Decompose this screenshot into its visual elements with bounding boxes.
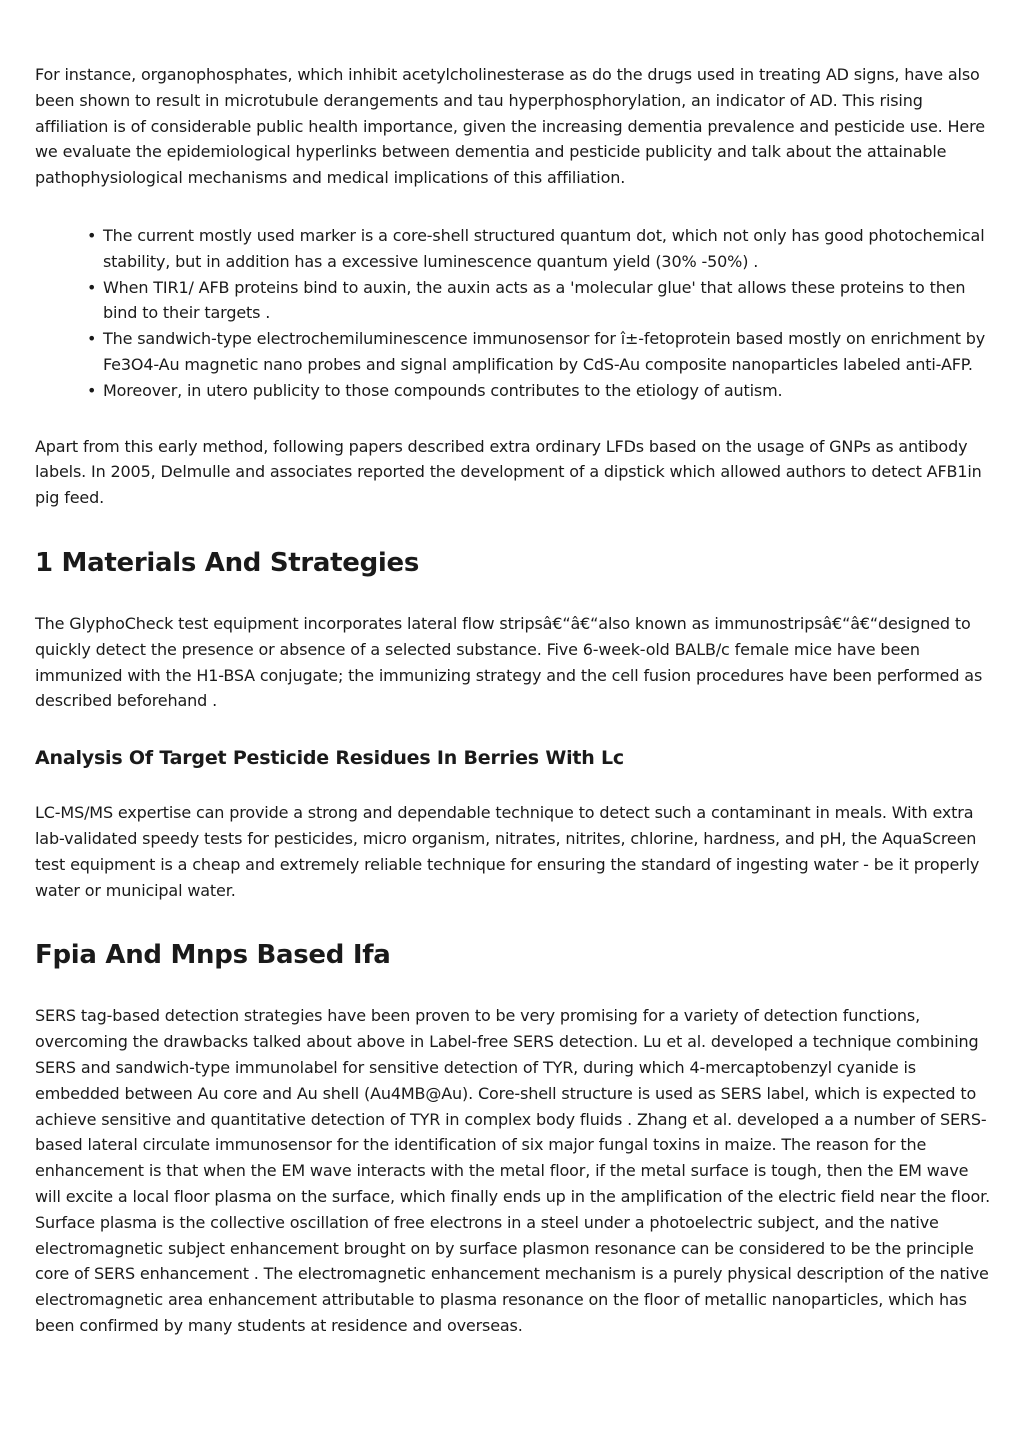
heading-pesticide-residues: Analysis Of Target Pesticide Residues In Berries With Lc — [35, 747, 624, 770]
paragraph-lfd: Apart from this early method, following papers described extra ordinary LFDs based on the usage of GNPs as antibody labels. In 2005, Delmulle and associates reported the development of a dipstick which allowed authors to detect AFB1in pig feed. — [35, 436, 982, 508]
bullet-item: • When TIR1/ AFB proteins bind to auxin, the auxin acts as a 'molecular glue' that allows these proteins to then bind to their targets . — [103, 275, 990, 327]
paragraph-glyphocheck: The GlyphoCheck test equipment incorporates lateral flow stripsâ€“â€“also known as immunostripsâ€“â€“designed to quickly detect the presence or absence of a selected substance. Five 6-week-old BALB/c female mice have been immunized with the H1-BSA conjugate; the immunizing strategy and the cell fusion procedures have been performed as described beforehand . — [35, 613, 983, 711]
paragraph-lcms: LC-MS/MS expertise can provide a strong and dependable technique to detect such a contaminant in meals. With extra lab-validated speedy tests for pesticides, micro organism, nitrates, nitrites, chlorine, hardness, and pH, the AquaScreen test equipment is a cheap and extremely reliable technique for ensuring the standard of ingesting water - be it properly water or municipal water. — [35, 803, 980, 900]
heading-fpia-mnps: Fpia And Mnps Based Ifa — [35, 940, 391, 971]
bullet-item: • Moreover, in utero publicity to those compounds contributes to the etiology of autism. — [103, 378, 990, 404]
bullet-list — [35, 223, 990, 404]
intro-paragraph: For instance, organophosphates, which inhibit acetylcholinesterase as do the drugs used in treating AD signs, have also been shown to result in microtubule derangements and tau hyperphosphorylation, an indicator of AD. This rising affiliation is of considerable public health importance, given the increasing dementia prevalence and pesticide use. Here we evaluate the epidemiological hyperlinks between dementia and pesticide publicity and talk about the attainable pathophysiological mechanisms and medical implications of this affiliation. — [35, 65, 985, 188]
paragraph-sers: SERS tag-based detection strategies have been proven to be very promising for a variety of detection functions, overcoming the drawbacks talked about above in Label-free SERS detection. Lu et al. developed a technique combining SERS and sandwich-type immunolabel for sensitive detection of TYR, during which 4-mercaptobenzyl cyanide is embedded between Au core and Au shell (Au4MB@Au). Core-shell structure is used as SERS label, which is expected to achieve sensitive and quantitative detection of TYR in complex body fluids . Zhang et al. developed a a number of SERS-based lateral circulate immunosensor for the identification of six major fungal toxins in maize. The reason for the enhancement is that when the EM wave interacts with the metal floor, if the metal surface is tough, then the EM wave will excite a local floor plasma on the surface, which finally ends up in the amplification of the electric field near the floor. Surface plasma is the collective oscillation of free electrons in a steel under a photoelectric subject, and the native electromagnetic subject enhancement brought on by surface plasmon resonance can be considered to be the principle core of SERS enhancement . The electromagnetic enhancement mechanism is a purely physical description of the native electromagnetic area enhancement attributable to plasma resonance on the floor of metallic nanoparticles, which has been confirmed by many students at residence and overseas. — [35, 1006, 991, 1335]
bullet-item: • The sandwich-type electrochemiluminescence immunosensor for î±-fetoprotein based mostly on enrichment by Fe3O4-Au magnetic nano probes and signal amplification by CdS-Au composite nanoparticles labeled anti-AFP. — [103, 326, 990, 378]
bullet-item: • The current mostly used marker is a core-shell structured quantum dot, which not only has good photochemical stability, but in addition has a excessive luminescence quantum yield (30% -50%) . — [103, 223, 990, 275]
heading-materials-strategies: 1 Materials And Strategies — [35, 547, 420, 578]
